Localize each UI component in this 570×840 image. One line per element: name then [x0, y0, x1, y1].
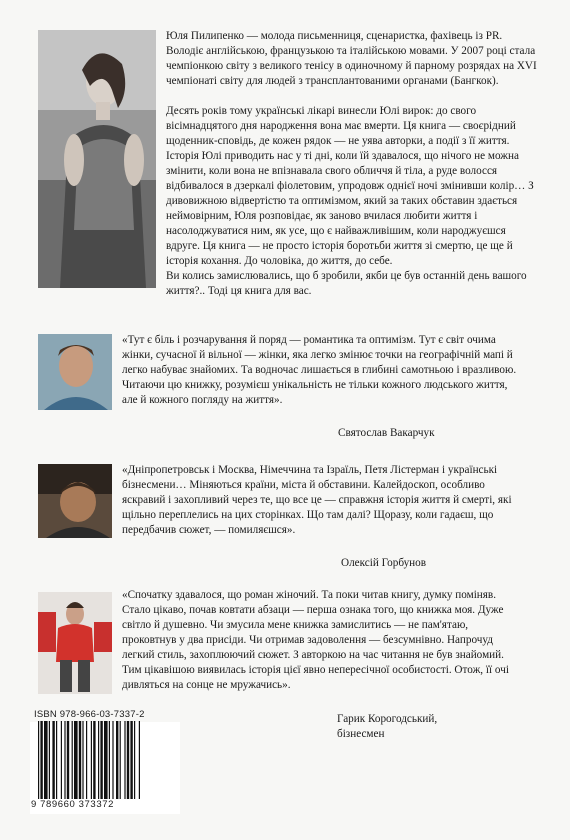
- review-vakarchuk-text: [122, 333, 518, 408]
- author-photo: [38, 30, 156, 288]
- reviewer-photo-figure: [38, 464, 112, 538]
- barcode: [38, 721, 180, 799]
- barcode-bar: [127, 721, 129, 799]
- author-photo-figure: [38, 30, 156, 288]
- reviewer-photo-vakarchuk: [38, 334, 112, 410]
- reviewer-photo-figure: [38, 592, 112, 694]
- barcode-bar: [52, 721, 54, 799]
- bio-question: Ви колись замислювались, що б зробили, якби це був останній день вашого життя?.. Тоді ця книга для вас.: [166, 270, 527, 297]
- barcode-bar: [120, 721, 121, 799]
- review-quote: «Спочатку здавалося, що роман жіночий. Та поки читав книгу, думку поміняв. Стало цікаво, почав ковтати абзаци — перша ознака того, що книжка моя. Дуже світло й душевно. Чи змусила мене книжка замислитись — не пам'ятаю, проковтнув у два присіди. Чи отримав задоволення — безсумнівно. Напрочуд легкий стиль, захоплюючий сюжет. З авторкою на час читання не був знайомий. Тим цікавішою виявилась історія цієї явно непересічної особистості. Отож, її очі дивляться на сонце не мружачись».: [122, 589, 509, 691]
- review-korogodsky-text: [122, 588, 514, 693]
- review-gorbunov-text: [122, 463, 522, 538]
- barcode-bar: [44, 721, 48, 799]
- reviewer-photo-figure: [38, 334, 112, 410]
- barcode-bar: [49, 721, 50, 799]
- review-vakarchuk-author: Святослав Вакарчук: [338, 427, 435, 439]
- barcode-bar: [86, 721, 87, 799]
- barcode-bar: [93, 721, 95, 799]
- review-quote: «Дніпропетровськ і Москва, Німеччина та Ізраїль, Петя Лістерман і українські бізнесмени… Міняються країни, міста й обставини. Калейдоскоп, особливо яскравий і захопливий через те, що все це — справжня історія життя й смерті, які щільно переплелись на цих сторінках. Що там далі? Щоразу, коли гадаєш, що передбачив сюжет, — помиляєшся».: [122, 464, 512, 536]
- barcode-bar: [72, 721, 73, 799]
- review-korogodsky-author: [337, 712, 437, 742]
- barcode-bar: [61, 721, 62, 799]
- barcode-bar: [100, 721, 102, 799]
- bio-story: Десять років тому українські лікарі винесли Юлі вирок: до свого вісімнадцятого дня народження вона має вмерти. Ця книга — своєрідний щоденник-сповідь, де кожен рядок — не уява авторки, а події з її життя. Історія Юлі приводить нас у ті дні, коли їй здавалося, що нічого не можна змінити, коли вона не впізнавала свого обличчя й тіла, а руде волосся відбивалося в дзеркалі фіолетовим, упродовж однієї ночі змінивши колір… З дивовижною відвертістю та оптимізмом, який за таких обставин здається неймовірним, Юля розповідає, як заново вчилася любити життя і насолоджуватися ним, як усе, що є найважливішим, коли народжуєшся вдруге. Ця книга — не просто історія боротьби життя зі смертю, це ще й історія кохання. До чоловіка, до життя, до себе.: [166, 105, 534, 267]
- review-author-name: Гарик Корогодський,: [337, 713, 438, 725]
- reviewer-photo-gorbunov: [38, 464, 112, 538]
- barcode-bar: [116, 721, 118, 799]
- isbn-label: ISBN 978-966-03-7337-2: [34, 709, 145, 720]
- barcode-bar: [38, 721, 39, 799]
- barcode-bar: [56, 721, 57, 799]
- barcode-bar: [124, 721, 125, 799]
- review-author-role: бізнесмен: [337, 728, 385, 740]
- barcode-bar: [91, 721, 92, 799]
- reviewer-photo-korogodsky: [38, 592, 112, 694]
- bio-intro: Юля Пилипенко — молода письменниця, сценаристка, фахівець із PR. Володіє англійською, французькою та італійською мовами. У 2007 році стала чемпіонкою світу з великого тенісу в одиночному й парному розрядах на XVI чемпіонаті світу для людей з трансплантованими органами (Бангкок).: [166, 30, 537, 87]
- barcode-bar: [67, 721, 69, 799]
- author-bio: [166, 29, 538, 299]
- barcode-bar: [64, 721, 65, 799]
- barcode-bar: [40, 721, 42, 799]
- barcode-bar: [134, 721, 135, 799]
- barcode-bar: [74, 721, 78, 799]
- review-gorbunov-author: Олексій Горбунов: [341, 557, 427, 569]
- barcode-bar: [104, 721, 108, 799]
- barcode-bar: [109, 721, 110, 799]
- review-quote: «Тут є біль і розчарування й поряд — романтика та оптимізм. Тут є світ очима жінки, сучасної й вільної — жінки, яка легко змінює точки на географічній мапі й легко набуває знайомих. Та водночас лишається в глибині самотньою і вразливою. Читаючи цю книжку, розумієш унікальність не тільки кожного людського життя, але й кожного погляду на життя».: [122, 334, 517, 406]
- barcode-bar: [98, 721, 99, 799]
- barcode-bar: [130, 721, 132, 799]
- barcode-digits: 9 789660 373372: [31, 799, 114, 810]
- barcode-bar: [79, 721, 81, 799]
- barcode-bar: [139, 721, 140, 799]
- barcode-bar: [82, 721, 83, 799]
- barcode-bar: [112, 721, 113, 799]
